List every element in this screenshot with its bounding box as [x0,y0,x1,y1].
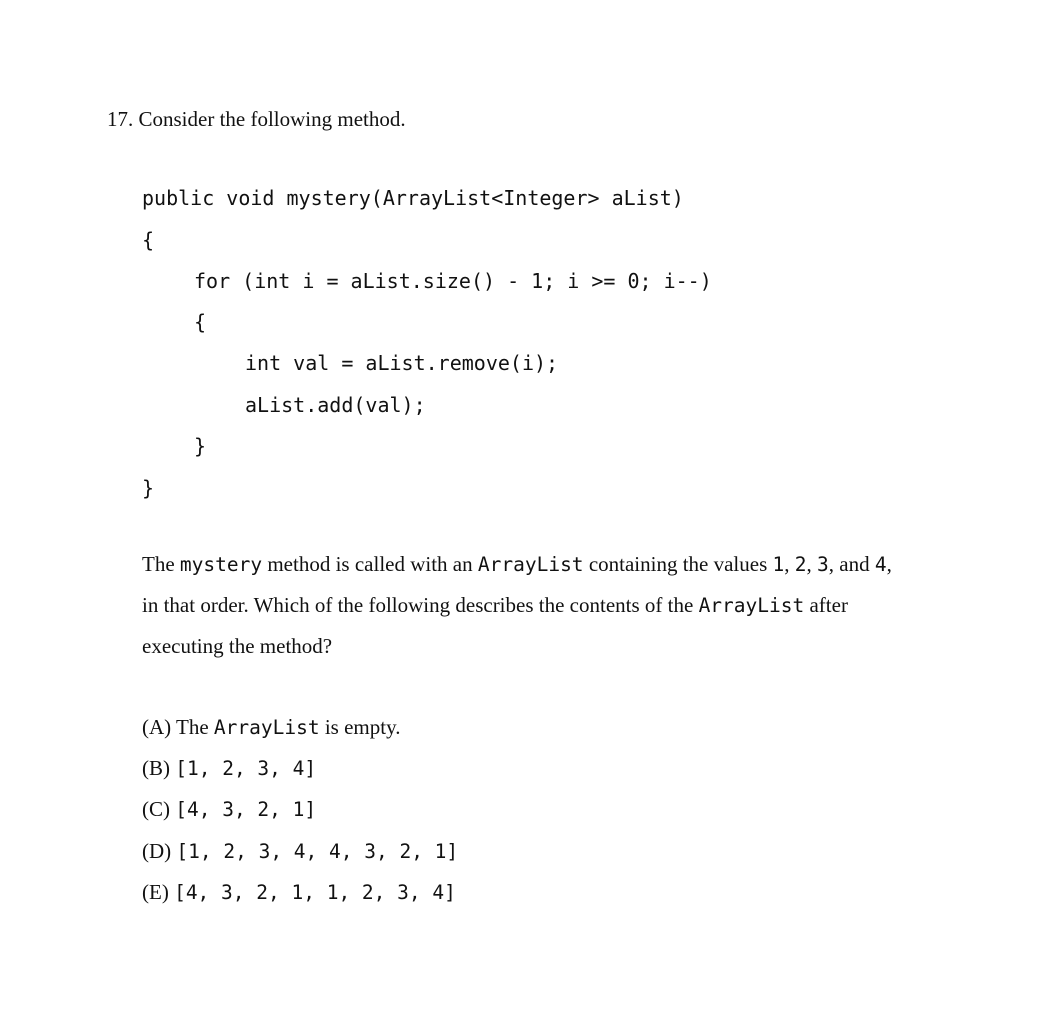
description-line-2: in that order. Which of the following describes the contents of the ArrayList after [142,593,848,617]
code-line-signature: public void mystery(ArrayList<Integer> aList) [142,186,684,210]
choice-c[interactable]: (C) [4, 3, 2, 1] [142,797,317,821]
choice-b-code: [1, 2, 3, 4] [175,757,317,780]
choice-e[interactable]: (E) [4, 3, 2, 1, 1, 2, 3, 4] [142,880,456,904]
code-line-loop-close-brace: } [194,434,207,458]
choice-a-code: ArrayList [213,716,320,739]
choice-a[interactable]: (A) The ArrayList is empty. [142,715,401,739]
code-line-remove: int val = aList.remove(i); [245,351,559,375]
choice-b[interactable]: (B) [1, 2, 3, 4] [142,756,317,780]
choice-d[interactable]: (D) [1, 2, 3, 4, 4, 3, 2, 1] [142,839,459,863]
code-line-loop-open-brace: { [194,310,207,334]
code-mystery: mystery [179,553,263,576]
code-arraylist: ArrayList [477,553,584,576]
choice-c-code: [4, 3, 2, 1] [175,798,317,821]
code-line-open-brace: { [142,228,155,252]
description-line-3: executing the method? [142,634,333,658]
question-title: 17. Consider the following method. [107,107,406,131]
code-line-for-loop: for (int i = aList.size() - 1; i >= 0; i--) [194,269,712,293]
code-line-close-brace: } [142,476,155,500]
code-line-add: aList.add(val); [245,393,426,417]
description-line-1: The mystery method is called with an ArrayList containing the values 1, 2, 3, and 4, [142,552,892,576]
choice-d-code: [1, 2, 3, 4, 4, 3, 2, 1] [176,840,459,863]
code-arraylist: ArrayList [698,594,805,617]
choice-e-code: [4, 3, 2, 1, 1, 2, 3, 4] [174,881,456,904]
